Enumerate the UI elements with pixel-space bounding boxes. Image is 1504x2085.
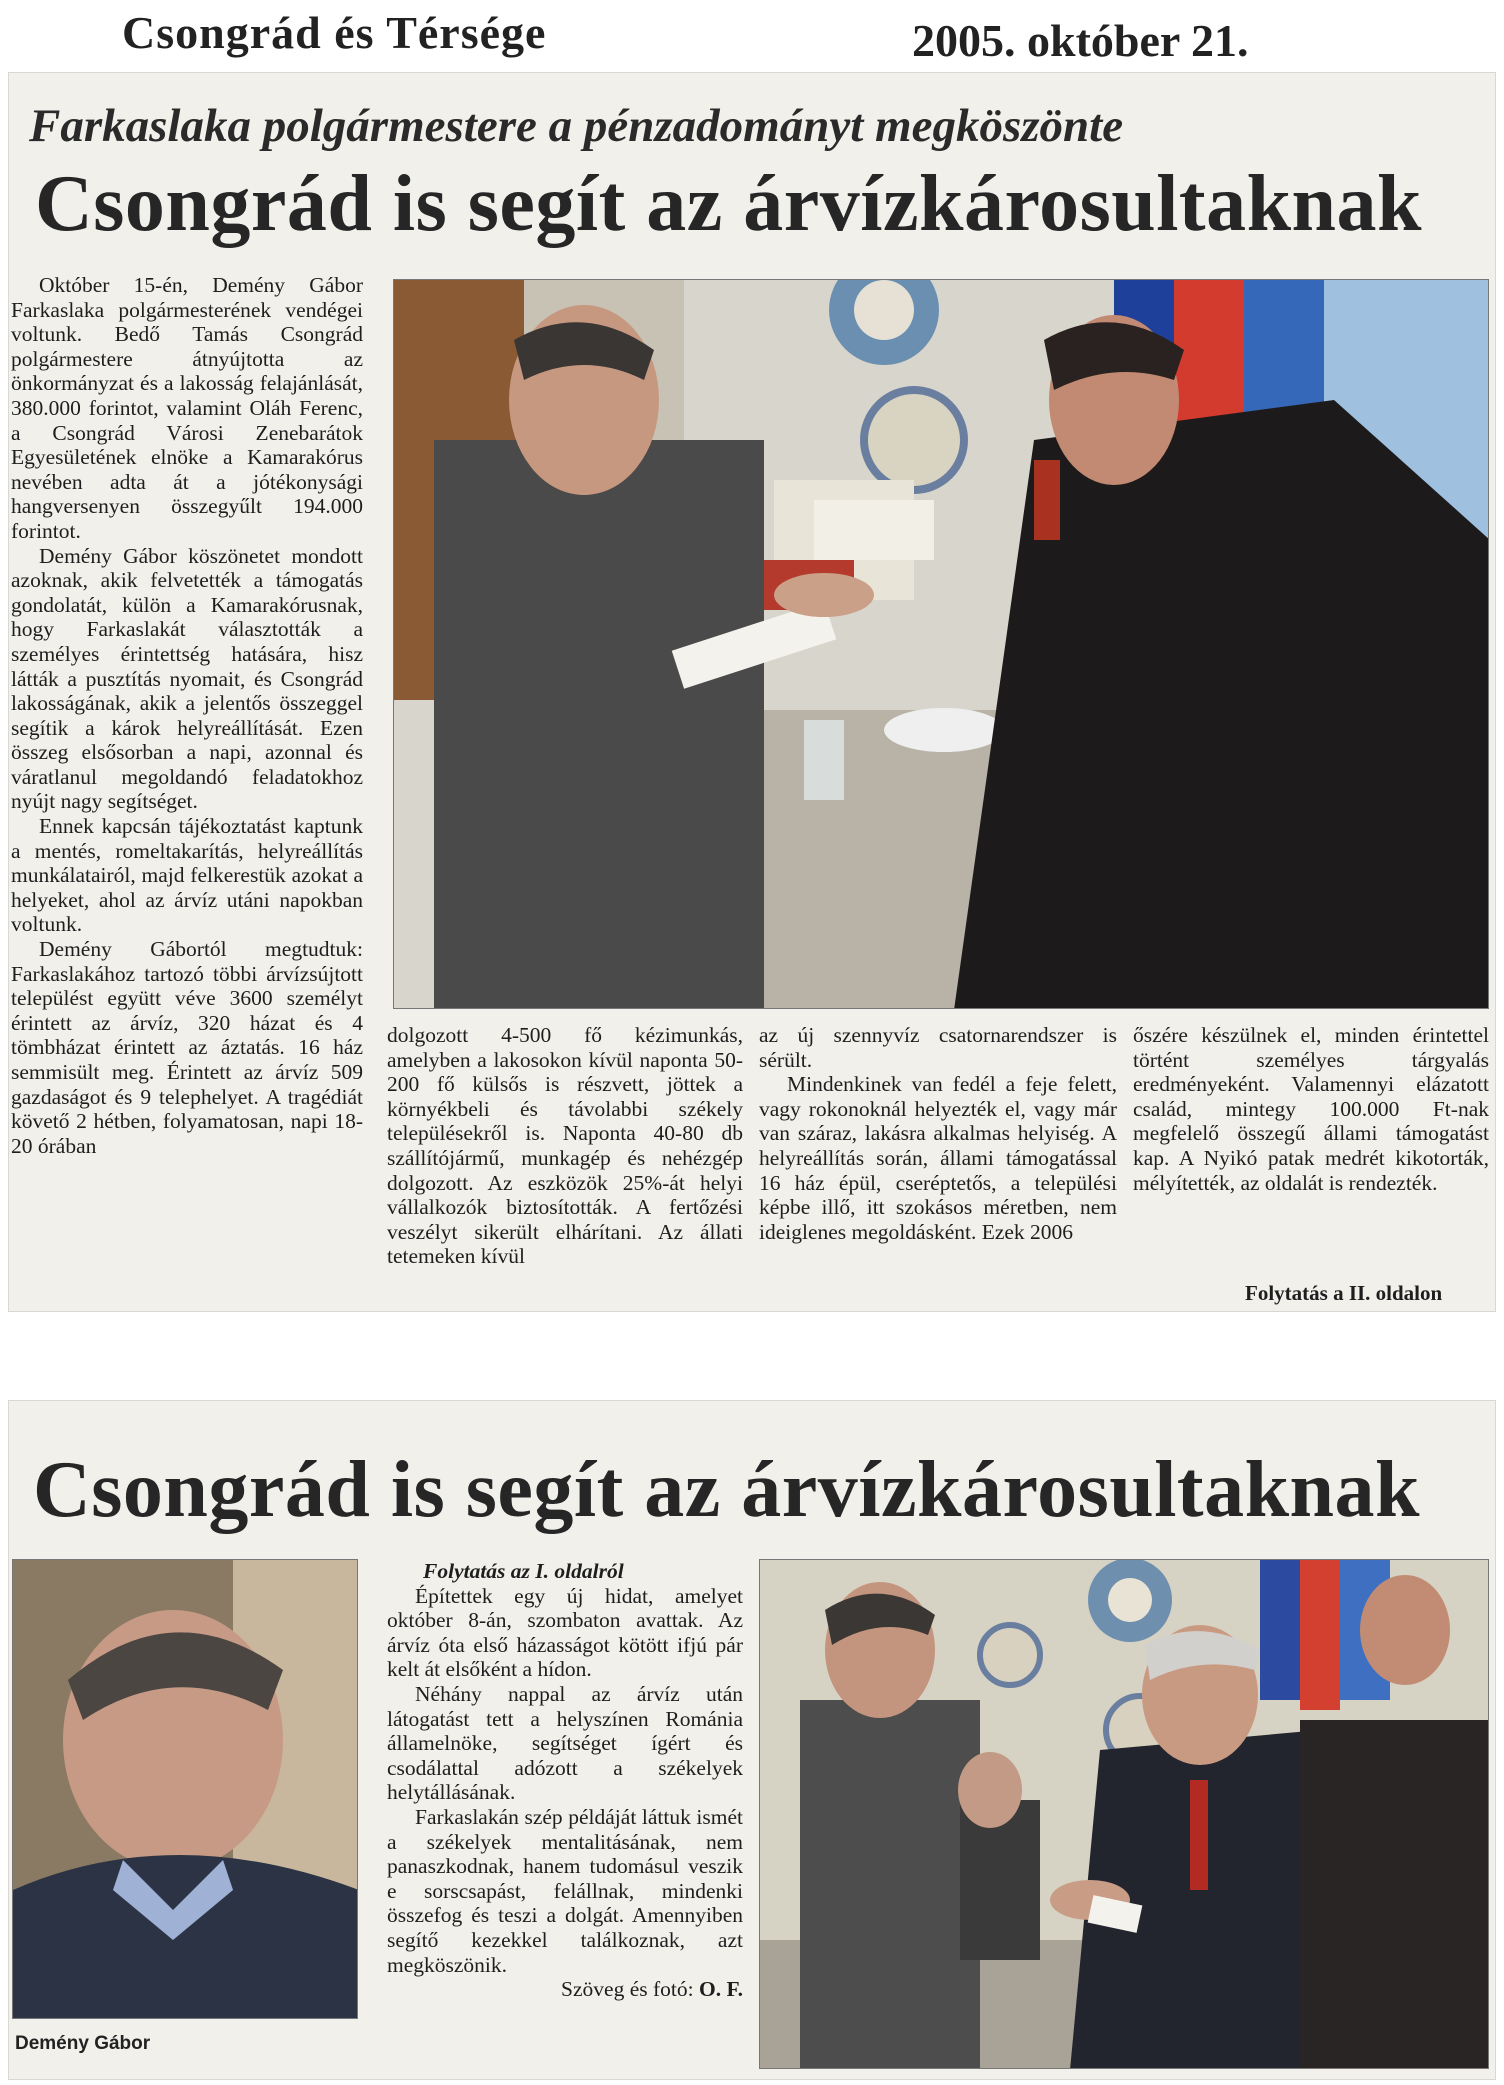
paragraph: Demény Gábor köszönetet mondott azoknak, akik felvetették a támogatás gondolatát, külön a Kamarakórusnak, hogy Farkaslakát választották a személyes érintettség hatására, hisz látták a pusztítás nyomait, és Csongrád lakosságának, akik a jelentős összeggel segítik a károk helyreállítását. Ezen összeg elsősorban a napi, azonnal és váratlanul megoldandó feladatokhoz nyújt nagy segítséget. — [11, 543, 363, 814]
text-column-page-2 — [387, 1559, 743, 2002]
portrait-photo — [12, 1559, 358, 2019]
publication-date: 2005. október 21. — [912, 15, 1249, 66]
article-clipping-page-1 — [8, 72, 1496, 1312]
paragraph: őszére készülnek el, minden érintettel történt személyes tárgyalás eredményeként. Valamennyi elázatott család, mintegy 100.000 Ft-nak megfelelő összegű állami támogatást kap. A Nyikó patak medrét kikotorták, mélyítették, az oldalát is rendezték. — [1133, 1023, 1489, 1195]
handshake-photo-2-image — [760, 1560, 1489, 2069]
continued-from-note: Folytatás az I. oldalról — [423, 1559, 624, 1583]
text-column-3 — [759, 1023, 1117, 1244]
handshake-photo-2 — [759, 1559, 1489, 2069]
photo-caption: Demény Gábor — [15, 2033, 151, 2054]
continued-note: Folytatás a II. oldalon — [1245, 1281, 1443, 1305]
paragraph: Néhány nappal az árvíz után látogatást tett a helyszínen Románia államelnöke, segítséget ígért és csodálattal adózott a székelyek helytállásának. — [387, 1681, 743, 1805]
article-kicker: Farkaslaka polgármestere a pénzadományt megköszönte — [29, 100, 1124, 152]
paragraph: Demény Gábortól megtudtuk: Farkaslakához tartozó többi árvízsújtott települést együtt véve 3600 személyt érintett az árvíz, 320 házat és 4 tömbházat érintett az áztatás. 16 ház semmisült meg. Érintett az árvíz 509 gazdaságot és 9 telephelyet. A tragédiát követő 2 hétben, folyamatosan, napi 18-20 órában — [11, 937, 363, 1158]
paragraph: Ennek kapcsán tájékoztatást kaptunk a mentés, romeltakarítás, helyreállítás munkálatairól, majd felkerestük azokat a helyeket, ahol az árvíz utáni napokban voltunk. — [11, 814, 363, 937]
article-headline: Csongrád is segít az árvízkárosultaknak — [33, 1446, 1421, 1534]
byline-label: Szöveg és fotó: — [561, 1977, 694, 2002]
newspaper-name: Csongrád és Térsége — [122, 7, 547, 58]
masthead — [0, 0, 1504, 72]
paragraph: Farkaslakán szép példáját láttuk ismét a székelyek mentalitásának, nem panaszkodnak, hanem tudomásul veszik e sorscsapást, felállnak, mindenki összefog és teszi a dolgát. Amennyiben segítő kezekkel találkoznak, azt megköszönik. — [387, 1804, 743, 1977]
paragraph: az új szennyvíz csatornarendszer is sérült. — [759, 1023, 1117, 1072]
article-clipping-page-2 — [8, 1400, 1496, 2080]
byline-name: O. F. — [698, 1977, 743, 2002]
paragraph: Építettek egy új hidat, amelyet október 8-án, szombaton avattak. Az árvíz óta első házasságot kötött ifjú pár kelt át elsőként a hídon. — [387, 1583, 743, 1682]
text-column-2 — [387, 1023, 743, 1269]
text-column-1 — [11, 273, 363, 1158]
handshake-photo — [393, 279, 1489, 1009]
handshake-photo-image — [394, 280, 1489, 1009]
portrait-photo-image — [13, 1560, 358, 2019]
byline — [387, 1977, 743, 2002]
article-headline: Csongrád is segít az árvízkárosultaknak — [35, 160, 1423, 248]
paragraph: Október 15-én, Demény Gábor Farkaslaka polgármesterének vendégei voltunk. Bedő Tamás Csongrád polgármestere átnyújtotta az önkormányzat és a lakosság felajánlását, 380.000 forintot, valamint Oláh Ferenc, a Csongrád Városi Zenebarátok Egyesületének elnöke a Kamarakórus nevében adta át a jótékonysági hangversenyen összegyűlt 194.000 forintot. — [11, 273, 363, 543]
paragraph: Mindenkinek van fedél a feje felett, vagy rokonoknál helyezték el, vagy már van száraz, lakásra alkalmas helyiség. A helyreállítás során, állami támogatással 16 ház épül, cseréptetős, a települési képbe illő, itt szokásos méretben, nem ideiglenes megoldásként. Ezek 2006 — [759, 1072, 1117, 1244]
text-column-4 — [1133, 1023, 1489, 1195]
paragraph: dolgozott 4-500 fő kézimunkás, amelyben a lakosokon kívül naponta 50-200 fő külsős is részvett, jöttek a környékbeli és távolabbi székely településekről is. Naponta 40-80 db szállítójármű, munkagép és nehézgép dolgozott. Az eszközök 25%-át helyi vállalkozók biztosították. A fertőzési veszélyt sikerült elhárítani. Az állati tetemeken kívül — [387, 1023, 743, 1269]
